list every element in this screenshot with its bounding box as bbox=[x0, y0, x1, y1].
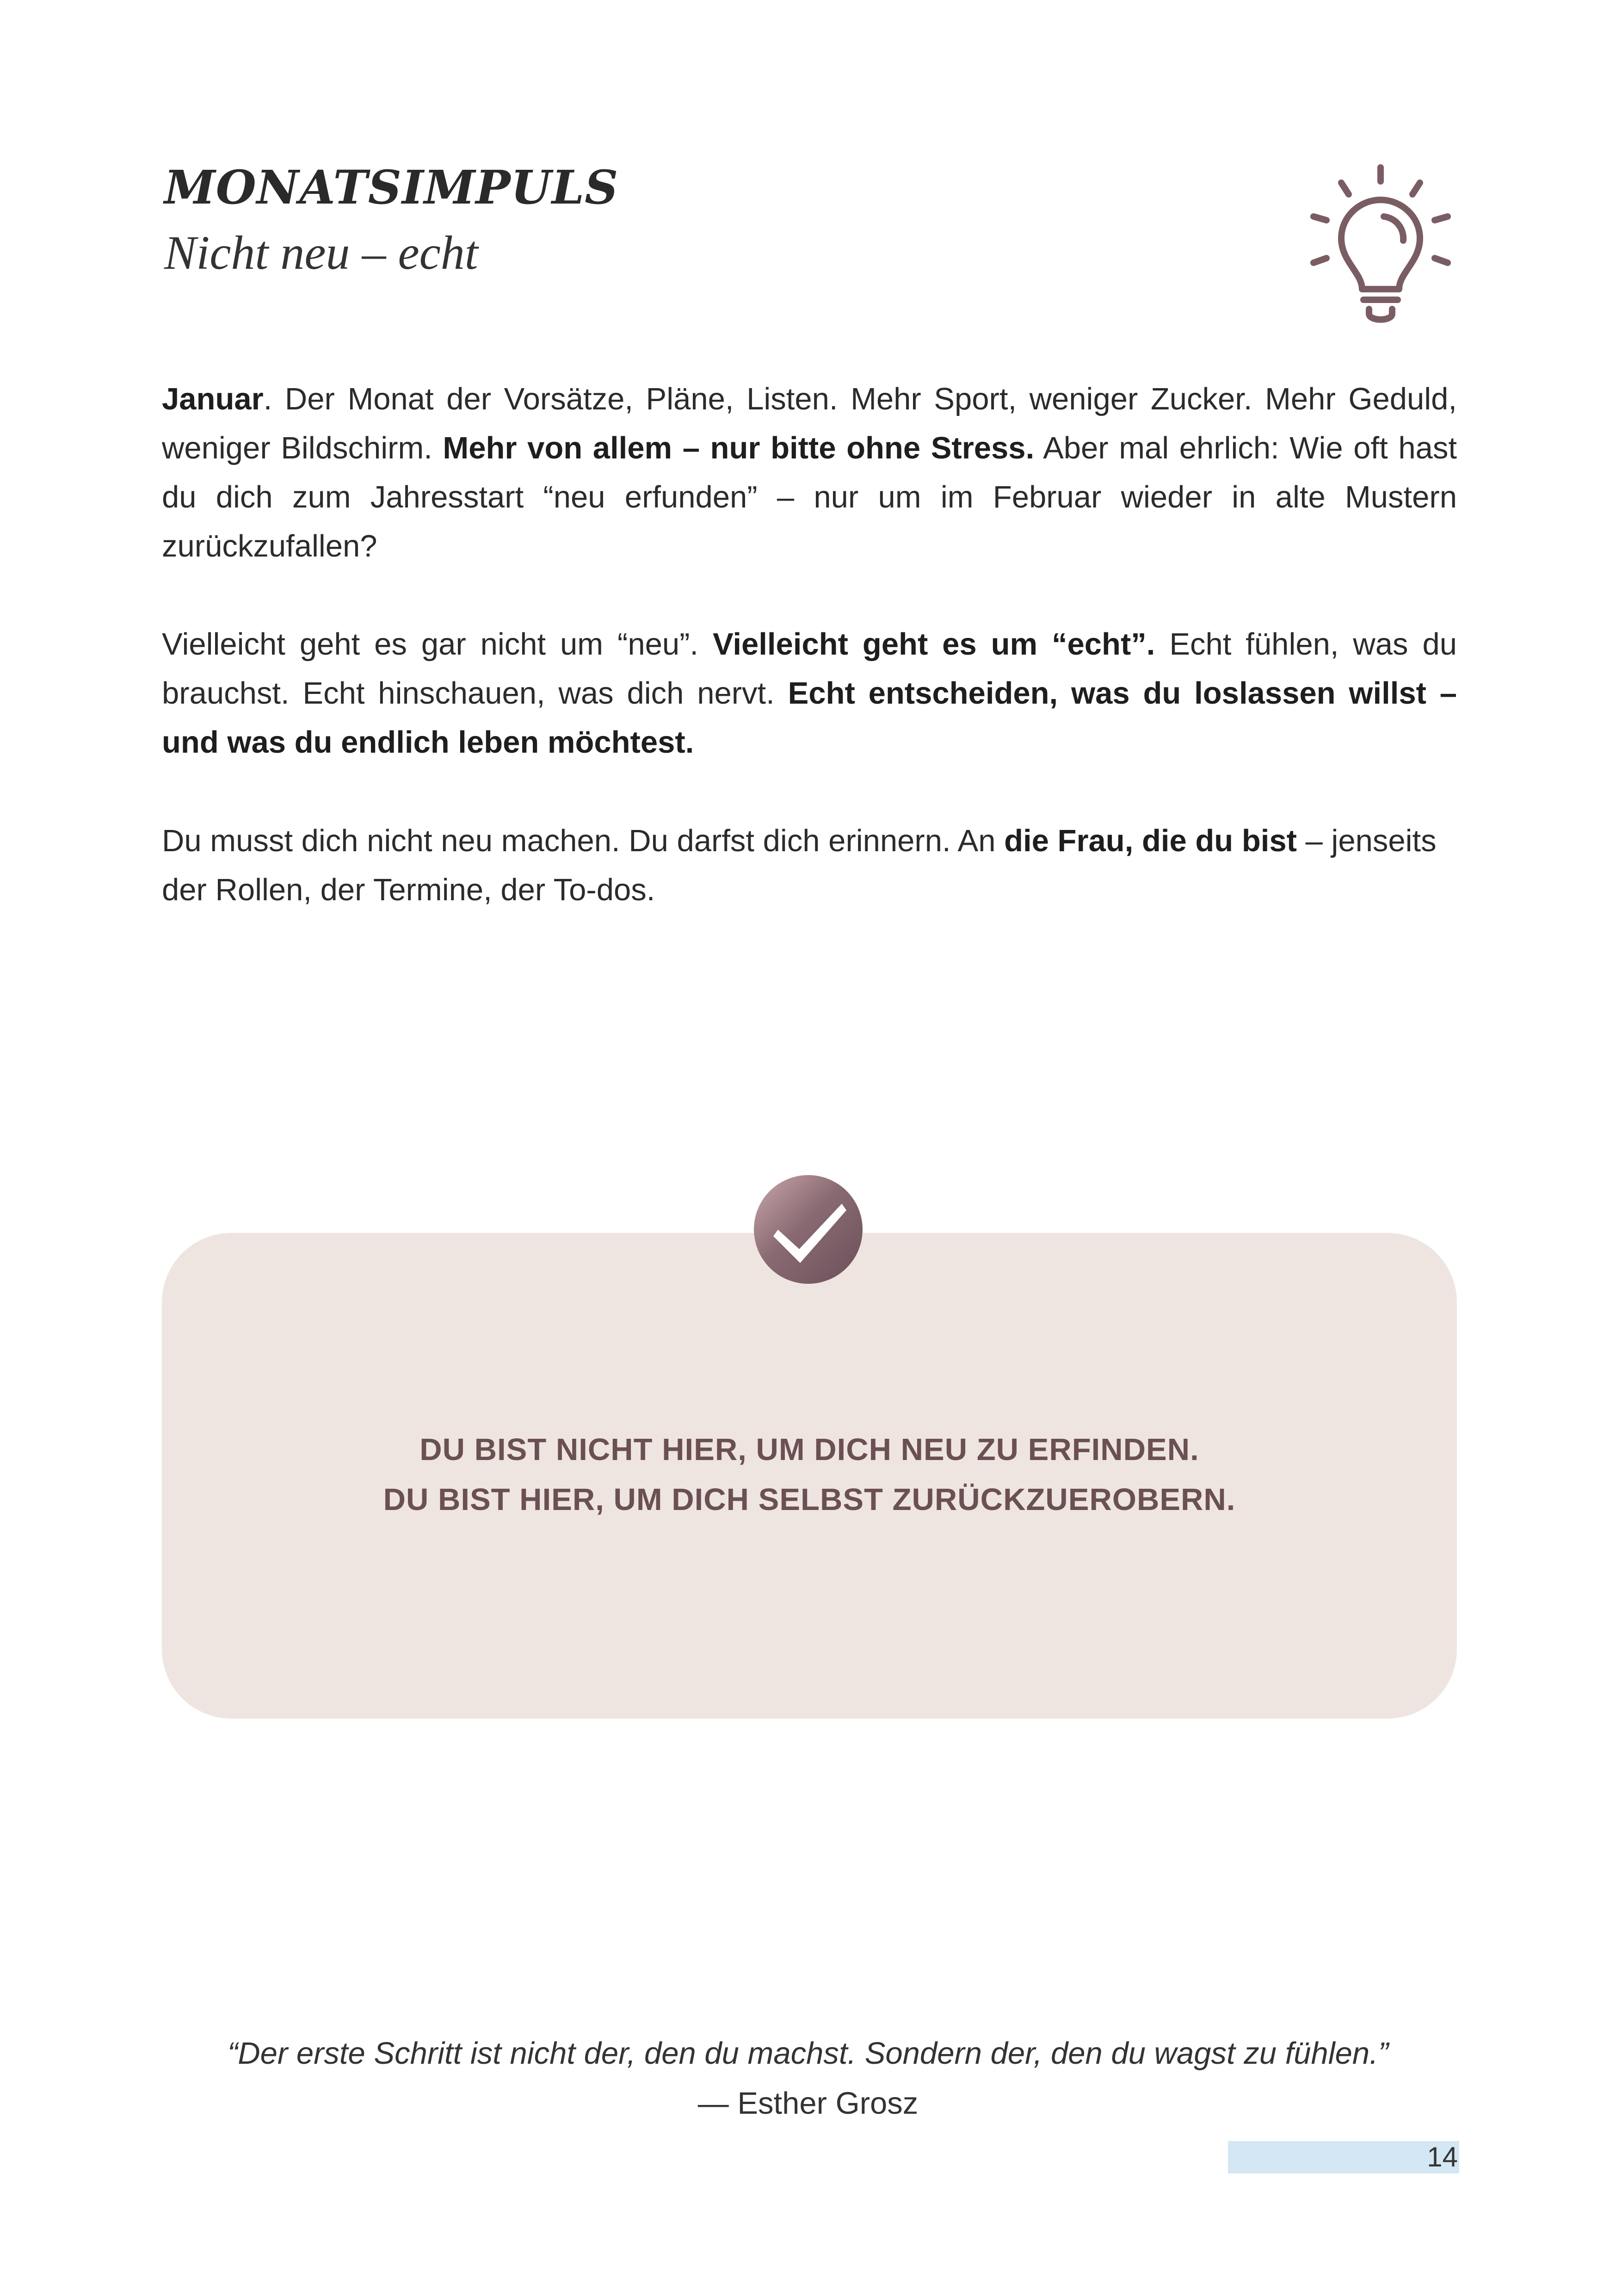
paragraph-erinnern-text-2: – jenseits der Rollen, der Termine, der To-dos. bbox=[162, 823, 1437, 907]
quote-author: — Esther Grosz bbox=[697, 2086, 919, 2121]
paragraph-erinnern-bold-1: die Frau, die du bist bbox=[1004, 823, 1297, 858]
paragraph-intro-text-2: Aber mal ehrlich: Wie oft hast du dich zum Jahresstart “neu erfunden” – nur um im Februar wieder in alte Mustern zurückzufallen? bbox=[162, 431, 1457, 563]
paragraph-intro-bold-2: Mehr von allem – nur bitte ohne Stress. bbox=[443, 431, 1035, 465]
page-number-bar bbox=[1228, 2141, 1459, 2173]
page-number: 14 bbox=[1427, 2141, 1458, 2172]
highlight-box bbox=[162, 1233, 1457, 1719]
paragraph-intro-bold-1: Januar bbox=[162, 382, 264, 416]
paragraph-erinnern bbox=[162, 817, 1457, 915]
page-title: MONATSIMPULS bbox=[164, 160, 619, 215]
checkmark-icon bbox=[754, 1175, 863, 1284]
paragraph-echt-text-1: Vielleicht geht es gar nicht um “neu”. bbox=[162, 627, 713, 662]
paragraph-echt-bold-2: Echt entscheiden, was du loslassen willst – und was du endlich leben möchtest. bbox=[162, 676, 1457, 760]
paragraph-echt-bold-1: Vielleicht geht es um “echt”. bbox=[712, 627, 1155, 662]
paragraph-intro-text-1: . Der Monat der Vorsätze, Pläne, Listen. Mehr Sport, weniger Zucker. Mehr Geduld, weniger Bildschirm. bbox=[162, 382, 1457, 465]
paragraph-erinnern-text-1: Du musst dich nicht neu machen. Du darfst dich erinnern. An bbox=[162, 823, 1005, 858]
paragraph-echt-text-2: Echt fühlen, was du brauchst. Echt hinschauen, was dich nervt. bbox=[162, 627, 1457, 711]
page-subtitle: Nicht neu – echt bbox=[164, 226, 478, 279]
lightbulb-icon bbox=[1304, 162, 1457, 328]
paragraph-intro bbox=[162, 375, 1457, 571]
footer-quote: “Der erste Schritt ist nicht der, den du machst. Sondern der, den du wagst zu fühlen.” bbox=[227, 2036, 1389, 2071]
paragraph-echt bbox=[162, 620, 1457, 767]
highlight-line-2: DU BIST HIER, UM DICH SELBST ZURÜCKZUEROBERN. bbox=[383, 1482, 1236, 1517]
highlight-line-1: DU BIST NICHT HIER, UM DICH NEU ZU ERFINDEN. bbox=[419, 1432, 1199, 1467]
